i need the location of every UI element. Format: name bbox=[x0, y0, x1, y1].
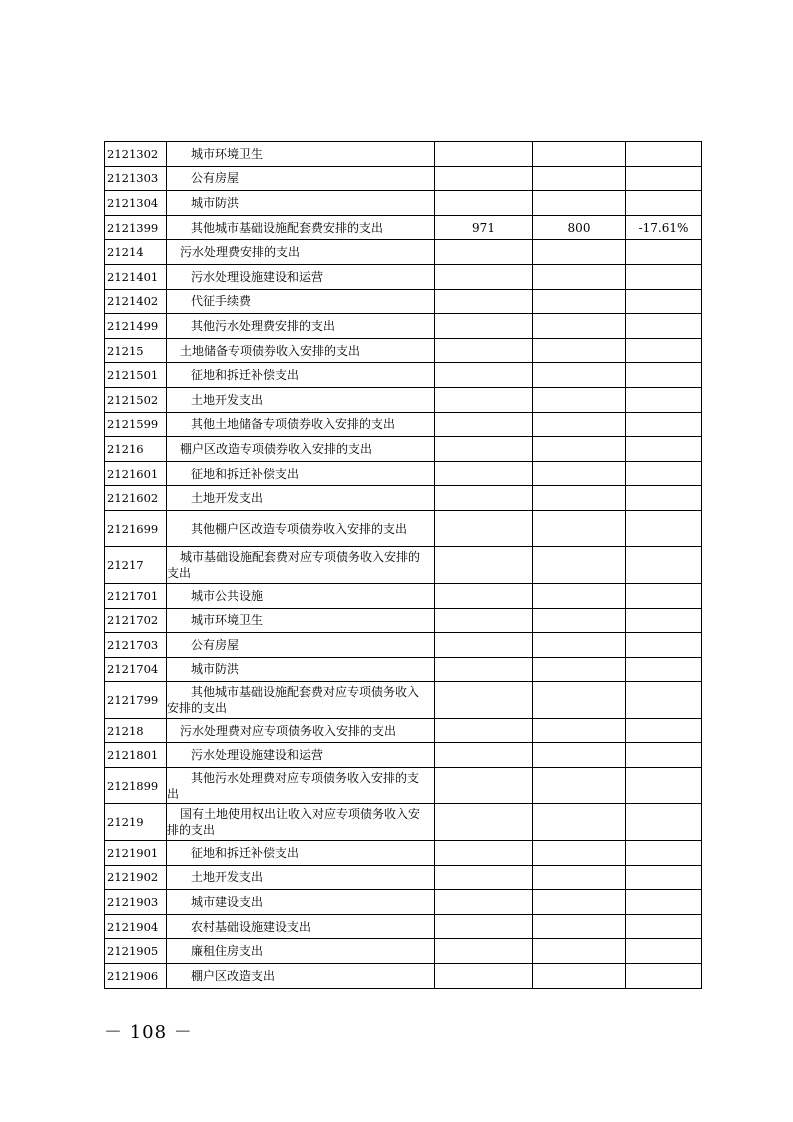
value-cell-1 bbox=[435, 865, 533, 890]
subject-code-cell: 2121901 bbox=[105, 840, 167, 865]
value-cell-2 bbox=[533, 412, 626, 437]
table-row bbox=[105, 314, 702, 339]
value-cell-3 bbox=[626, 743, 702, 768]
table-row bbox=[105, 363, 702, 388]
value-cell-1 bbox=[435, 461, 533, 486]
value-cell-2 bbox=[533, 547, 626, 584]
table-row bbox=[105, 240, 702, 265]
value-cell-2 bbox=[533, 166, 626, 191]
subject-name-cell bbox=[167, 510, 435, 547]
value-cell-2 bbox=[533, 804, 626, 841]
subject-name-text: 农村基础设施建设支出 bbox=[191, 919, 312, 934]
value-cell-2 bbox=[533, 890, 626, 915]
table-body bbox=[105, 142, 702, 989]
value-cell-1 bbox=[435, 583, 533, 608]
table-row bbox=[105, 215, 702, 240]
subject-name-cell bbox=[167, 461, 435, 486]
value-cell-2 bbox=[533, 338, 626, 363]
subject-code-cell: 21217 bbox=[105, 547, 167, 584]
value-cell-1 bbox=[435, 633, 533, 658]
table-row bbox=[105, 914, 702, 939]
subject-code-cell: 2121601 bbox=[105, 461, 167, 486]
subject-name-cell bbox=[167, 264, 435, 289]
value-cell-3 bbox=[626, 461, 702, 486]
value-cell-1 bbox=[435, 166, 533, 191]
subject-code-cell: 2121905 bbox=[105, 939, 167, 964]
value-cell-2 bbox=[533, 142, 626, 167]
table-row bbox=[105, 963, 702, 988]
subject-name-text: 污水处理设施建设和运营 bbox=[191, 748, 324, 763]
table-row bbox=[105, 142, 702, 167]
subject-name-cell bbox=[167, 289, 435, 314]
subject-name-cell bbox=[167, 767, 435, 804]
value-cell-3 bbox=[626, 166, 702, 191]
value-cell-2 bbox=[533, 608, 626, 633]
value-cell-2 bbox=[533, 437, 626, 462]
table-row bbox=[105, 510, 702, 547]
subject-name-cell bbox=[167, 314, 435, 339]
value-cell-1 bbox=[435, 657, 533, 682]
subject-code-cell: 21215 bbox=[105, 338, 167, 363]
value-cell-3 bbox=[626, 657, 702, 682]
subject-code-cell: 2121699 bbox=[105, 510, 167, 547]
table-row bbox=[105, 890, 702, 915]
value-cell-3 bbox=[626, 547, 702, 584]
subject-name-cell bbox=[167, 963, 435, 988]
value-cell-1 bbox=[435, 338, 533, 363]
table-row bbox=[105, 939, 702, 964]
subject-name-text: 污水处理费对应专项债务收入安排的支出 bbox=[180, 723, 397, 738]
subject-name-text: 其他棚户区改造专项债券收入安排的支出 bbox=[191, 521, 408, 536]
page-number: － 108 － bbox=[104, 1022, 193, 1043]
table-row bbox=[105, 166, 702, 191]
value-cell-1 bbox=[435, 412, 533, 437]
subject-name-cell bbox=[167, 412, 435, 437]
subject-name-cell bbox=[167, 191, 435, 216]
table-row bbox=[105, 583, 702, 608]
table-row bbox=[105, 412, 702, 437]
subject-code-cell: 2121599 bbox=[105, 412, 167, 437]
subject-code-cell: 2121902 bbox=[105, 865, 167, 890]
value-cell-3 bbox=[626, 804, 702, 841]
subject-code-cell: 2121502 bbox=[105, 387, 167, 412]
subject-name-cell bbox=[167, 437, 435, 462]
value-cell-2 bbox=[533, 240, 626, 265]
subject-name-text: 城市防洪 bbox=[191, 195, 240, 210]
table-row bbox=[105, 633, 702, 658]
value-cell-3 bbox=[626, 963, 702, 988]
table-row bbox=[105, 743, 702, 768]
table-row bbox=[105, 804, 702, 841]
subject-code-cell: 2121499 bbox=[105, 314, 167, 339]
value-cell-3 bbox=[626, 338, 702, 363]
subject-name-cell bbox=[167, 142, 435, 167]
value-cell-2 bbox=[533, 363, 626, 388]
value-cell-1 bbox=[435, 437, 533, 462]
subject-code-cell: 2121906 bbox=[105, 963, 167, 988]
table-row bbox=[105, 191, 702, 216]
value-cell-1 bbox=[435, 510, 533, 547]
subject-name-text: 城市环境卫生 bbox=[191, 613, 264, 628]
table-row bbox=[105, 437, 702, 462]
value-cell-1 bbox=[435, 387, 533, 412]
subject-code-cell: 2121701 bbox=[105, 583, 167, 608]
table-row bbox=[105, 486, 702, 511]
value-cell-2 bbox=[533, 657, 626, 682]
subject-name-text: 污水处理设施建设和运营 bbox=[191, 269, 324, 284]
subject-name-cell bbox=[167, 743, 435, 768]
value-cell-3 bbox=[626, 583, 702, 608]
value-cell-1 bbox=[435, 914, 533, 939]
value-cell-2 bbox=[533, 682, 626, 719]
subject-name-text: 公有房屋 bbox=[191, 637, 240, 652]
value-cell-2 bbox=[533, 914, 626, 939]
value-cell-3 bbox=[626, 840, 702, 865]
subject-name-cell bbox=[167, 633, 435, 658]
subject-name-text: 城市建设支出 bbox=[191, 894, 264, 909]
subject-code-cell: 2121903 bbox=[105, 890, 167, 915]
value-cell-2 bbox=[533, 743, 626, 768]
subject-name-text: 廉租住房支出 bbox=[191, 944, 264, 959]
value-cell-3 bbox=[626, 865, 702, 890]
subject-code-cell: 21218 bbox=[105, 718, 167, 743]
subject-name-text: 土地开发支出 bbox=[191, 392, 264, 407]
subject-name-text: 城市基础设施配套费对应专项债务收入安排的支出 bbox=[167, 550, 421, 581]
subject-name-cell bbox=[167, 166, 435, 191]
subject-name-text: 城市公共设施 bbox=[191, 588, 264, 603]
value-cell-1 bbox=[435, 486, 533, 511]
subject-name-text: 国有土地使用权出让收入对应专项债务收入安排的支出 bbox=[167, 807, 421, 838]
table-row bbox=[105, 767, 702, 804]
value-cell-3 bbox=[626, 240, 702, 265]
table-row bbox=[105, 608, 702, 633]
value-cell-3 bbox=[626, 510, 702, 547]
subject-name-text: 征地和拆迁补偿支出 bbox=[191, 466, 300, 481]
table-row bbox=[105, 682, 702, 719]
table-row bbox=[105, 718, 702, 743]
value-cell-1 bbox=[435, 743, 533, 768]
subject-code-cell: 2121304 bbox=[105, 191, 167, 216]
value-cell-2 bbox=[533, 939, 626, 964]
subject-code-cell: 2121303 bbox=[105, 166, 167, 191]
value-cell-3 bbox=[626, 608, 702, 633]
value-cell-1 bbox=[435, 314, 533, 339]
value-cell-1 bbox=[435, 682, 533, 719]
subject-code-cell: 2121302 bbox=[105, 142, 167, 167]
subject-name-cell bbox=[167, 865, 435, 890]
subject-name-text: 土地开发支出 bbox=[191, 491, 264, 506]
subject-name-cell bbox=[167, 583, 435, 608]
subject-name-cell bbox=[167, 338, 435, 363]
value-cell-3 bbox=[626, 142, 702, 167]
table-row bbox=[105, 461, 702, 486]
value-cell-2 bbox=[533, 633, 626, 658]
subject-name-text: 征地和拆迁补偿支出 bbox=[191, 845, 300, 860]
table-row bbox=[105, 547, 702, 584]
subject-code-cell: 2121702 bbox=[105, 608, 167, 633]
subject-name-cell bbox=[167, 240, 435, 265]
value-cell-3 bbox=[626, 387, 702, 412]
subject-name-cell bbox=[167, 682, 435, 719]
subject-name-text: 其他城市基础设施配套费安排的支出 bbox=[191, 220, 384, 235]
subject-code-cell: 21214 bbox=[105, 240, 167, 265]
subject-code-cell: 2121904 bbox=[105, 914, 167, 939]
subject-name-cell bbox=[167, 840, 435, 865]
table-row bbox=[105, 387, 702, 412]
subject-name-cell bbox=[167, 914, 435, 939]
budget-table bbox=[104, 141, 702, 989]
subject-code-cell: 2121402 bbox=[105, 289, 167, 314]
value-cell-3 bbox=[626, 264, 702, 289]
subject-code-cell: 21216 bbox=[105, 437, 167, 462]
value-cell-2 bbox=[533, 461, 626, 486]
value-cell-2 bbox=[533, 264, 626, 289]
value-cell-3 bbox=[626, 363, 702, 388]
subject-name-text: 代征手续费 bbox=[191, 294, 252, 309]
subject-code-cell: 2121704 bbox=[105, 657, 167, 682]
subject-code-cell: 21219 bbox=[105, 804, 167, 841]
value-cell-2 bbox=[533, 486, 626, 511]
value-cell-3 bbox=[626, 314, 702, 339]
value-cell-2 bbox=[533, 314, 626, 339]
subject-name-cell bbox=[167, 890, 435, 915]
value-cell-2 bbox=[533, 865, 626, 890]
subject-name-cell bbox=[167, 939, 435, 964]
value-cell-1 bbox=[435, 804, 533, 841]
value-cell-3 bbox=[626, 289, 702, 314]
subject-name-cell bbox=[167, 215, 435, 240]
value-cell-3 bbox=[626, 767, 702, 804]
subject-code-cell: 2121703 bbox=[105, 633, 167, 658]
value-cell-3 bbox=[626, 939, 702, 964]
subject-code-cell: 2121399 bbox=[105, 215, 167, 240]
subject-name-text: 其他污水处理费对应专项债务收入安排的支出 bbox=[167, 770, 420, 801]
value-cell-3 bbox=[626, 633, 702, 658]
subject-name-cell bbox=[167, 804, 435, 841]
table-row bbox=[105, 264, 702, 289]
value-cell-3 bbox=[626, 412, 702, 437]
subject-name-text: 征地和拆迁补偿支出 bbox=[191, 368, 300, 383]
value-cell-2 bbox=[533, 191, 626, 216]
value-cell-1 bbox=[435, 963, 533, 988]
value-cell-1 bbox=[435, 767, 533, 804]
value-cell-3 bbox=[626, 718, 702, 743]
value-cell-2 bbox=[533, 387, 626, 412]
subject-code-cell: 2121602 bbox=[105, 486, 167, 511]
subject-name-cell bbox=[167, 547, 435, 584]
subject-code-cell: 2121801 bbox=[105, 743, 167, 768]
subject-name-text: 棚户区改造专项债券收入安排的支出 bbox=[180, 441, 373, 456]
value-cell-1 bbox=[435, 191, 533, 216]
subject-name-cell bbox=[167, 657, 435, 682]
value-cell-2 bbox=[533, 583, 626, 608]
subject-name-text: 污水处理费安排的支出 bbox=[180, 245, 301, 260]
value-cell-2 bbox=[533, 289, 626, 314]
value-cell-3 bbox=[626, 890, 702, 915]
subject-name-text: 其他城市基础设施配套费对应专项债务收入安排的支出 bbox=[167, 685, 420, 716]
value-cell-2 bbox=[533, 840, 626, 865]
value-cell-1: 971 bbox=[435, 215, 533, 240]
value-cell-1 bbox=[435, 718, 533, 743]
value-cell-1 bbox=[435, 142, 533, 167]
subject-name-text: 城市防洪 bbox=[191, 662, 240, 677]
subject-name-text: 城市环境卫生 bbox=[191, 146, 264, 161]
value-cell-3 bbox=[626, 437, 702, 462]
subject-code-cell: 2121899 bbox=[105, 767, 167, 804]
value-cell-2: 800 bbox=[533, 215, 626, 240]
value-cell-1 bbox=[435, 608, 533, 633]
value-cell-1 bbox=[435, 264, 533, 289]
value-cell-1 bbox=[435, 547, 533, 584]
value-cell-1 bbox=[435, 939, 533, 964]
subject-name-text: 土地储备专项债券收入安排的支出 bbox=[180, 343, 361, 358]
subject-name-cell bbox=[167, 608, 435, 633]
value-cell-2 bbox=[533, 963, 626, 988]
subject-code-cell: 2121401 bbox=[105, 264, 167, 289]
value-cell-2 bbox=[533, 510, 626, 547]
subject-name-text: 其他土地储备专项债券收入安排的支出 bbox=[191, 417, 396, 432]
subject-code-cell: 2121799 bbox=[105, 682, 167, 719]
value-cell-3: -17.61% bbox=[626, 215, 702, 240]
subject-name-cell bbox=[167, 486, 435, 511]
value-cell-1 bbox=[435, 840, 533, 865]
table-row bbox=[105, 840, 702, 865]
subject-name-cell bbox=[167, 363, 435, 388]
value-cell-2 bbox=[533, 718, 626, 743]
value-cell-3 bbox=[626, 914, 702, 939]
value-cell-1 bbox=[435, 363, 533, 388]
value-cell-1 bbox=[435, 240, 533, 265]
subject-name-text: 土地开发支出 bbox=[191, 870, 264, 885]
value-cell-3 bbox=[626, 486, 702, 511]
subject-name-cell bbox=[167, 718, 435, 743]
value-cell-1 bbox=[435, 289, 533, 314]
table-row bbox=[105, 865, 702, 890]
table-row bbox=[105, 338, 702, 363]
subject-name-cell bbox=[167, 387, 435, 412]
value-cell-3 bbox=[626, 191, 702, 216]
value-cell-1 bbox=[435, 890, 533, 915]
subject-name-text: 公有房屋 bbox=[191, 171, 240, 186]
subject-code-cell: 2121501 bbox=[105, 363, 167, 388]
subject-name-text: 其他污水处理费安排的支出 bbox=[191, 318, 336, 333]
table-row bbox=[105, 289, 702, 314]
value-cell-3 bbox=[626, 682, 702, 719]
value-cell-2 bbox=[533, 767, 626, 804]
subject-name-text: 棚户区改造支出 bbox=[191, 968, 276, 983]
table-row bbox=[105, 657, 702, 682]
